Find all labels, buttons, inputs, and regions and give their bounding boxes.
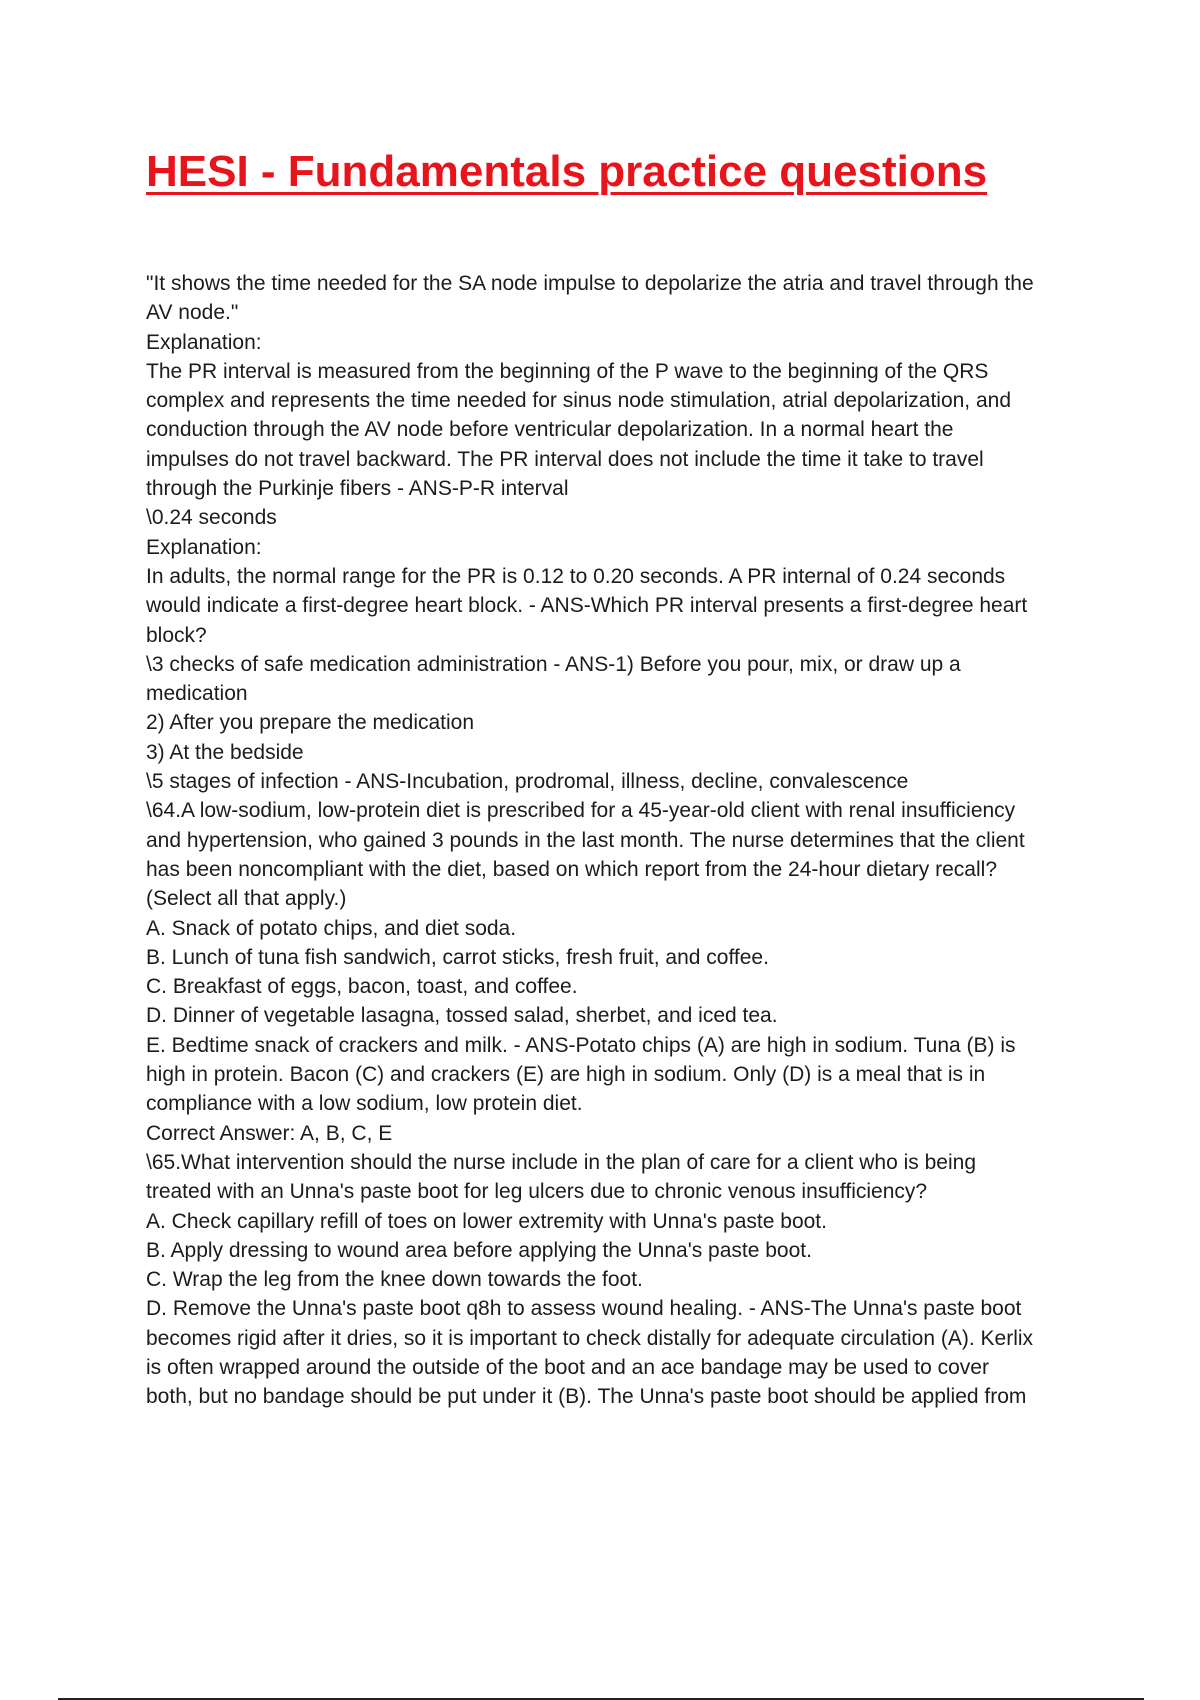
body-line: C. Wrap the leg from the knee down towards the foot. — [146, 1268, 643, 1292]
body-line: B. Lunch of tuna fish sandwich, carrot sticks, fresh fruit, and coffee. — [146, 945, 769, 969]
body-line: through the Purkinje fibers - ANS-P-R interval — [146, 477, 569, 501]
body-line: Correct Answer: A, B, C, E — [146, 1121, 393, 1145]
body-line: \0.24 seconds — [146, 506, 277, 530]
body-line: (Select all that apply.) — [146, 887, 347, 911]
body-line: complex and represents the time needed for sinus node stimulation, atrial depolarization, and — [146, 389, 1012, 413]
body-line: Explanation: — [146, 330, 262, 354]
body-line: compliance with a low sodium, low protein diet. — [146, 1092, 583, 1116]
body-line: D. Remove the Unna's paste boot q8h to assess wound healing. - ANS-The Unna's paste boot — [146, 1297, 1022, 1321]
body-line: medication — [146, 682, 248, 706]
body-line: E. Bedtime snack of crackers and milk. - ANS-Potato chips (A) are high in sodium. Tuna (B) is — [146, 1033, 1016, 1057]
body-line: \65.What intervention should the nurse include in the plan of care for a client who is being — [146, 1150, 977, 1174]
body-line: In adults, the normal range for the PR is 0.12 to 0.20 seconds. A PR internal of 0.24 seconds — [146, 564, 1006, 588]
body-line: treated with an Unna's paste boot for leg ulcers due to chronic venous insufficiency? — [146, 1180, 928, 1204]
body-line: becomes rigid after it dries, so it is important to check distally for adequate circulation (A). Kerlix — [146, 1326, 1034, 1350]
document-title: HESI - Fundamentals practice questions — [146, 147, 988, 196]
body-line: B. Apply dressing to wound area before applying the Unna's paste boot. — [146, 1238, 812, 1262]
body-line: \64.A low-sodium, low-protein diet is prescribed for a 45-year-old client with renal insufficiency — [146, 799, 1016, 823]
body-line: 2) After you prepare the medication — [146, 711, 475, 735]
body-line: \3 checks of safe medication administration - ANS-1) Before you pour, mix, or draw up a — [146, 652, 961, 676]
document-body — [146, 269, 1096, 1412]
body-line: has been noncompliant with the diet, based on which report from the 24-hour dietary recall? — [146, 857, 997, 881]
body-line: both, but no bandage should be put under it (B). The Unna's paste boot should be applied from — [146, 1385, 1027, 1409]
body-line: conduction through the AV node before ventricular depolarization. In a normal heart the — [146, 418, 954, 442]
body-line: A. Check capillary refill of toes on lower extremity with Unna's paste boot. — [146, 1209, 827, 1233]
body-line: D. Dinner of vegetable lasagna, tossed salad, sherbet, and iced tea. — [146, 1004, 778, 1028]
body-line: 3) At the bedside — [146, 740, 304, 764]
body-line: "It shows the time needed for the SA node impulse to depolarize the atria and travel through the — [146, 272, 1034, 295]
body-line: C. Breakfast of eggs, bacon, toast, and coffee. — [146, 975, 578, 999]
body-line: \5 stages of infection - ANS-Incubation, prodromal, illness, decline, convalescence — [146, 770, 909, 794]
body-line: AV node." — [146, 301, 239, 325]
body-line: and hypertension, who gained 3 pounds in the last month. The nurse determines that the client — [146, 828, 1025, 852]
body-line: high in protein. Bacon (C) and crackers (E) are high in sodium. Only (D) is a meal that is in — [146, 1063, 986, 1087]
body-line: The PR interval is measured from the beginning of the P wave to the beginning of the QRS — [146, 359, 989, 383]
body-line: Explanation: — [146, 535, 262, 559]
body-line: block? — [146, 623, 207, 647]
body-line: impulses do not travel backward. The PR interval does not include the time it take to travel — [146, 447, 984, 471]
body-line: would indicate a first-degree heart block. - ANS-Which PR interval presents a first-degree heart — [146, 594, 1028, 618]
body-line: is often wrapped around the outside of the boot and an ace bandage may be used to cover — [146, 1355, 989, 1379]
body-line: A. Snack of potato chips, and diet soda. — [146, 916, 517, 940]
